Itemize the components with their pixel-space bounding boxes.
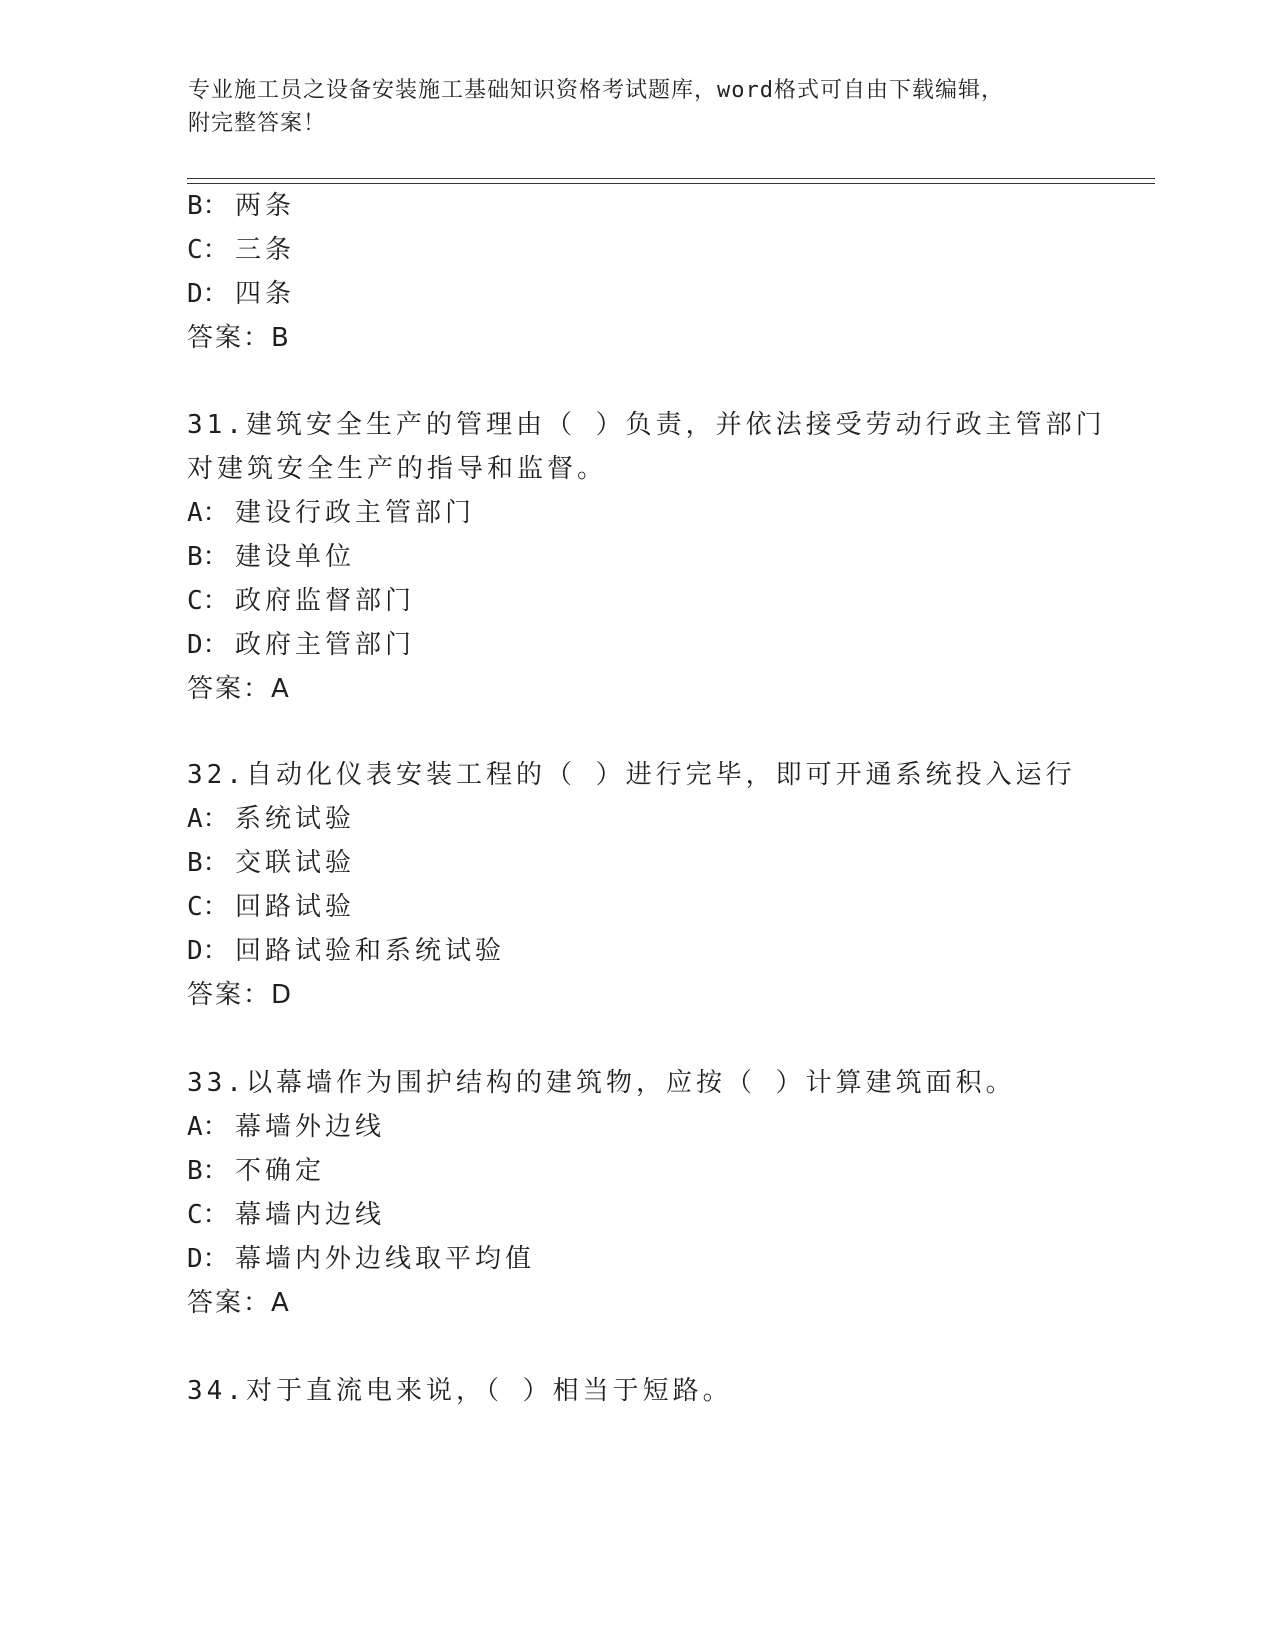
option-b xyxy=(187,540,355,574)
option-a xyxy=(187,802,355,836)
option-text: 回路试验 xyxy=(235,892,356,922)
option-d xyxy=(187,628,415,662)
question-32-stem: 32.自动化仪表安装工程的（ ）进行完毕，即可开通系统投入运行 xyxy=(187,760,1076,790)
option-d xyxy=(187,1242,535,1276)
option-letter: C： xyxy=(187,1200,229,1230)
answer-line: 答案：A xyxy=(187,674,291,704)
option-d xyxy=(187,934,505,968)
option-text: 两条 xyxy=(235,191,296,221)
option-text: 四条 xyxy=(235,279,296,309)
header-divider-bottom xyxy=(187,183,1155,184)
option-letter: A： xyxy=(187,498,229,528)
option-letter: D： xyxy=(187,279,229,309)
option-letter: B： xyxy=(187,1156,229,1186)
option-c xyxy=(187,584,415,618)
option-letter: C： xyxy=(187,235,229,265)
option-text: 政府监督部门 xyxy=(235,586,416,616)
question-33-stem: 33.以幕墙作为围护结构的建筑物，应按（ ）计算建筑面积。 xyxy=(187,1068,1016,1098)
option-text: 幕墙外边线 xyxy=(235,1112,386,1142)
question-34-stem: 34.对于直流电来说，（ ）相当于短路。 xyxy=(187,1376,733,1406)
option-text: 幕墙内外边线取平均值 xyxy=(235,1244,536,1274)
option-letter: D： xyxy=(187,936,229,966)
header-divider-top xyxy=(187,178,1155,179)
answer-line: 答案：D xyxy=(187,980,294,1010)
option-letter: A： xyxy=(187,1112,229,1142)
answer-line: 答案：B xyxy=(187,323,291,353)
option-text: 政府主管部门 xyxy=(235,630,416,660)
answer-line: 答案：A xyxy=(187,1288,291,1318)
option-letter: C： xyxy=(187,586,229,616)
header-title-line-2: 附完整答案！ xyxy=(188,111,327,136)
option-b xyxy=(187,1154,325,1188)
option-c xyxy=(187,233,295,267)
option-text: 系统试验 xyxy=(235,804,356,834)
option-b xyxy=(187,846,355,880)
option-letter: B： xyxy=(187,191,229,221)
option-c xyxy=(187,890,355,924)
option-text: 建设单位 xyxy=(235,542,356,572)
option-b xyxy=(187,189,295,223)
option-letter: B： xyxy=(187,542,229,572)
option-letter: C： xyxy=(187,892,229,922)
option-a xyxy=(187,1110,385,1144)
option-letter: D： xyxy=(187,630,229,660)
option-d xyxy=(187,277,295,311)
option-a xyxy=(187,496,475,530)
option-letter: B： xyxy=(187,848,229,878)
option-text: 不确定 xyxy=(235,1156,326,1186)
document-header xyxy=(188,74,1088,140)
header-title-line-1: 专业施工员之设备安装施工基础知识资格考试题库，word格式可自由下载编辑， xyxy=(188,78,1004,103)
question-31-stem: 31.建筑安全生产的管理由（ ）负责，并依法接受劳动行政主管部门 xyxy=(187,410,1106,440)
option-text: 三条 xyxy=(235,235,296,265)
option-text: 建设行政主管部门 xyxy=(235,498,476,528)
option-letter: A： xyxy=(187,804,229,834)
option-text: 回路试验和系统试验 xyxy=(235,936,506,966)
option-text: 幕墙内边线 xyxy=(235,1200,386,1230)
option-letter: D： xyxy=(187,1244,229,1274)
question-31-stem-cont: 对建筑安全生产的指导和监督。 xyxy=(187,454,608,484)
option-text: 交联试验 xyxy=(235,848,356,878)
option-c xyxy=(187,1198,385,1232)
